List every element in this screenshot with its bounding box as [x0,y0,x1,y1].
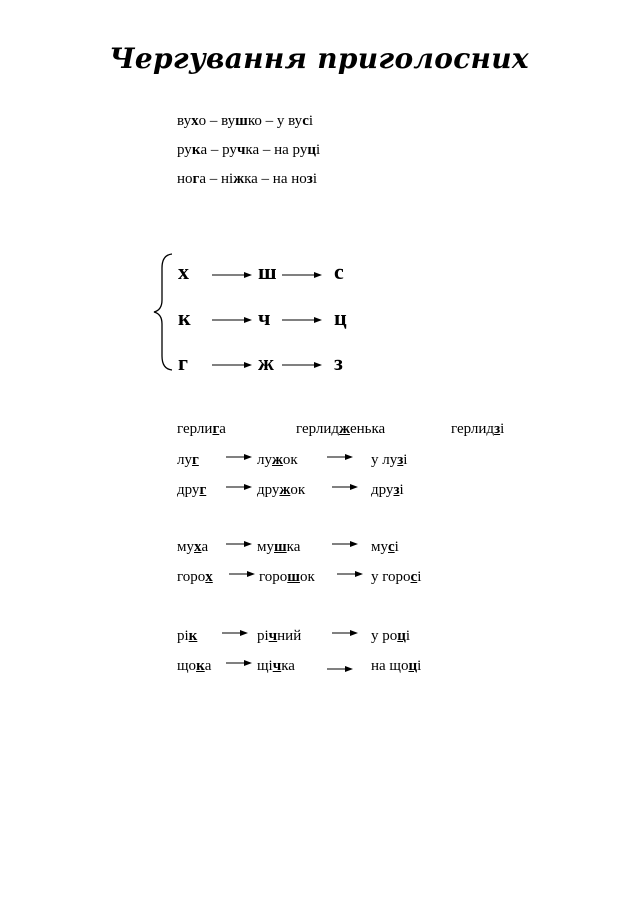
arrow-icon [332,628,358,638]
example-line: вухо – вушко – у вусі [177,113,314,129]
scheme-letter: ш [258,259,277,284]
word: друзі [371,482,404,498]
word: у році [371,628,411,644]
word: луг [177,452,199,468]
page-title: Чергування приголосних [109,42,529,75]
word: герлидженька [296,421,386,437]
arrow-icon [226,539,252,549]
arrow-icon [212,270,252,280]
scheme-letter: ц [334,305,347,330]
word: річний [257,628,302,644]
example-line: нога – ніжка – на нозі [177,171,317,187]
scheme-letter: ч [258,305,271,330]
word: мушка [257,539,301,555]
arrow-icon [226,658,252,668]
word: муха [177,539,209,555]
arrow-icon [282,315,322,325]
word: герлига [177,421,226,437]
arrow-icon [337,569,363,579]
word: у лузі [371,452,408,468]
word: у горосі [371,569,422,585]
arrow-icon [327,452,353,462]
word: мусі [371,539,399,555]
word: на щоці [371,658,422,674]
word: дружок [257,482,306,498]
scheme-letter: к [178,305,191,330]
example-line: рука – ручка – на руці [177,142,321,158]
word: лужок [257,452,298,468]
word: рік [177,628,198,644]
left-brace [150,252,176,377]
word: друг [177,482,207,498]
arrow-icon [212,360,252,370]
word: щока [177,658,212,674]
arrow-icon [229,569,255,579]
scheme-letter: з [334,350,343,375]
arrow-icon [282,270,322,280]
scheme-letter: х [178,259,189,284]
arrow-icon [226,452,252,462]
scheme-letter: ж [258,350,274,375]
arrow-icon [222,628,248,638]
arrow-icon [332,539,358,549]
scheme-letter: с [334,259,344,284]
arrow-icon [332,482,358,492]
word: горох [177,569,213,585]
scheme-letter: г [178,350,188,375]
word: горошок [259,569,315,585]
arrow-icon [226,482,252,492]
arrow-icon [327,664,353,674]
word: герлидзі [451,421,505,437]
arrow-icon [212,315,252,325]
word: щічка [257,658,295,674]
arrow-icon [282,360,322,370]
